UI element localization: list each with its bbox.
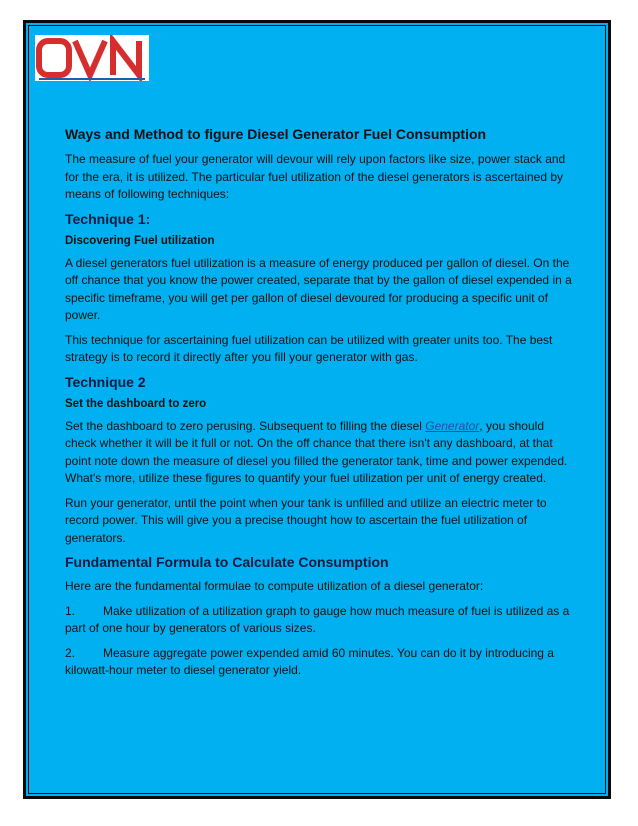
list-text: Measure aggregate power expended amid 60 minutes. You can do it by introducing a kilowatt-hour meter to diesel generator yield.	[65, 645, 554, 677]
list-item	[65, 645, 575, 680]
list-item	[65, 603, 575, 638]
technique-1-paragraph-2: This technique for ascertaining fuel utilization can be utilized with greater units too. The best strategy is to record it directly after you fill your generator with gas.	[65, 332, 553, 364]
technique-1-heading: Technique 1:	[65, 210, 151, 227]
technique-1-paragraph-1: A diesel generators fuel utilization is a measure of energy produced per gallon of diesel. On the off chance that you know the power created, separate that by the gallon of diesel expended in a specific timeframe, you will get per gallon of diesel devoured for producing a specific unit of power.	[65, 255, 572, 322]
text-segment: Set the dashboard to zero perusing. Subsequent to filling the diesel	[65, 418, 426, 433]
article-body	[65, 126, 575, 687]
list-number: 1.	[65, 603, 76, 618]
technique-1-subheading: Discovering Fuel utilization	[65, 234, 215, 247]
document-page	[23, 20, 611, 799]
ovn-logo-graphic	[35, 35, 149, 81]
text-segment: , you should check whether it will be it full or not. On the off chance that there isn't any dashboard, at that point note down the measure of diesel you filled the generator tank, time and power expended. What's more, utilize these figures to quantify your fuel utilization per unit of energy created.	[65, 418, 568, 485]
list-number: 2.	[65, 645, 76, 660]
ovn-logo	[35, 35, 149, 81]
technique-2-paragraph-1	[65, 418, 575, 488]
intro-paragraph: The measure of fuel your generator will devour will rely upon factors like size, power stack and for the era, it is utilized. The particular fuel utilization of the diesel generators is ascertained by means of following techniques:	[65, 152, 566, 201]
generator-link[interactable]: Generator	[425, 418, 480, 433]
article-title: Ways and Method to figure Diesel Generator Fuel Consumption	[65, 126, 487, 142]
technique-2-heading: Technique 2	[65, 373, 146, 390]
formula-intro: Here are the fundamental formulae to compute utilization of a diesel generator:	[65, 579, 484, 593]
technique-2-subheading: Set the dashboard to zero	[65, 397, 207, 410]
technique-2-paragraph-2: Run your generator, until the point when your tank is unfilled and utilize an electric meter to record power. This will give you a precise thought how to ascertain the fuel utilization of generators.	[65, 495, 547, 545]
list-text: Make utilization of a utilization graph to gauge how much measure of fuel is utilized as a part of one hour by generators of various sizes.	[65, 603, 570, 635]
formula-heading: Fundamental Formula to Calculate Consumption	[65, 554, 389, 570]
